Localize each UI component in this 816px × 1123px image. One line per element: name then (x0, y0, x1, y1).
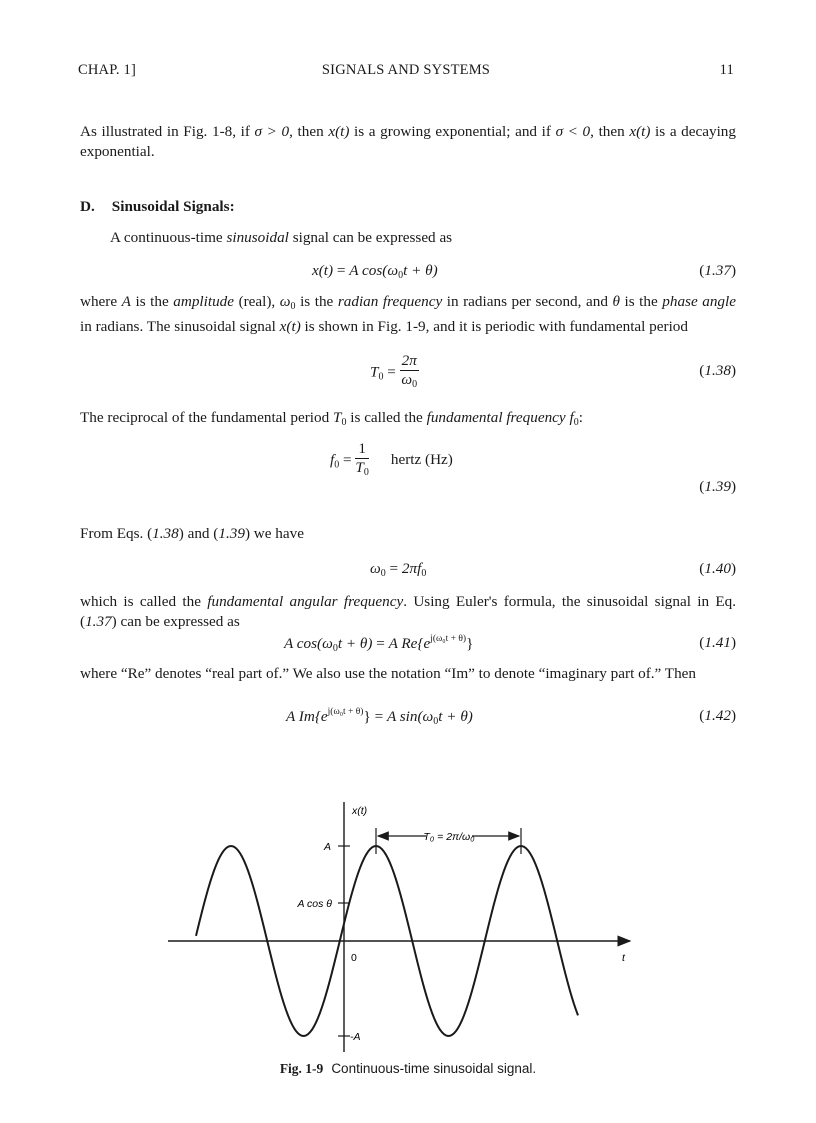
paragraph-from-eqs: From Eqs. (1.38) and (1.39) we have (80, 525, 304, 542)
equation-1-42: A $Im\{e^{j(\omega_0t + \theta)}\} = A$ $\sin(\omega_0t + \theta)$ (286, 707, 473, 727)
x-axis-label: t (622, 952, 625, 964)
section-heading (80, 198, 235, 216)
chapter-label: CHAP. 1] (78, 62, 136, 78)
equation-number-1-42: (1.42) (699, 707, 736, 724)
paragraph-angular-frequency: which is called the fundamental angular frequency. Using Euler's formula, the sinusoidal signal in Eq. (1.37) can be expressed as (80, 593, 737, 630)
equation-number-1-41: (1.41) (699, 634, 736, 651)
intro-paragraph: As illustrated in Fig. 1-8, if σ > 0, then x(t) is a growing exponential; and if σ < 0, then x(t) is a decaying exponential. (80, 123, 736, 160)
figure-caption (0, 1061, 816, 1077)
paragraph-sinusoidal: A continuous-time sinusoidal signal can be expressed as (110, 229, 453, 246)
tick-label-A: A (323, 841, 331, 853)
caption-label: Fig. 1-9 (279, 1061, 324, 1076)
equation-number-1-40: (1.40) (699, 560, 736, 577)
page-number: 11 (719, 62, 734, 78)
page-header (78, 62, 734, 82)
paragraph-reciprocal: The reciprocal of the fundamental period $T_0$ is called the fundamental frequency $f_0$: (80, 409, 583, 428)
period-label: T₀ = 2π/ω₀ (423, 831, 475, 843)
paragraph-amplitude: where A is the amplitude (real), $\omega_0$ is the radian frequency in radians per second, and θ is the phase angle in radians. The sinusoidal signal x(t) is shown in Fig. 1-9, and it is periodic with fundamental period (80, 293, 736, 335)
equation-1-41: A $\cos(\omega_0t + \theta) = A$ $Re\{e^{j(\omega_0t + \theta)}\}$ (284, 634, 474, 654)
running-title: SIGNALS AND SYSTEMS (321, 62, 491, 78)
tick-label-negA: -A (350, 1031, 361, 1043)
equation-1-39: $f_0$ = $\frac{1}{T_0}$ hertz (Hz) (330, 440, 453, 478)
equation-number-1-39: (1.39) (699, 478, 736, 495)
section-label: D. (80, 198, 95, 215)
equation-number-1-38: (1.38) (699, 362, 736, 379)
y-axis-label: x(t) (352, 805, 368, 817)
figure-sinusoid (0, 790, 816, 1060)
tick-label-Acos: A cos θ (297, 898, 332, 910)
equation-number-1-37: (1.37) (699, 262, 736, 279)
tick-label-zero: 0 (351, 952, 357, 964)
equation-1-38: $T_0$ = $\frac{2\pi}{\omega_0}$ (370, 352, 418, 390)
section-title: Sinusoidal Signals: (111, 198, 235, 215)
paragraph-real-part: where “Re” denotes “real part of.” We also use the notation “Im” to denote “imaginary part of.” Then (80, 665, 697, 682)
equation-1-37: x(t) = A $\cos(\omega_0t + \theta)$ (312, 262, 438, 281)
caption-text: Continuous-time sinusoidal signal. (331, 1061, 537, 1076)
equation-1-40: $\omega_0 = 2\pi f_0$ (370, 560, 427, 579)
